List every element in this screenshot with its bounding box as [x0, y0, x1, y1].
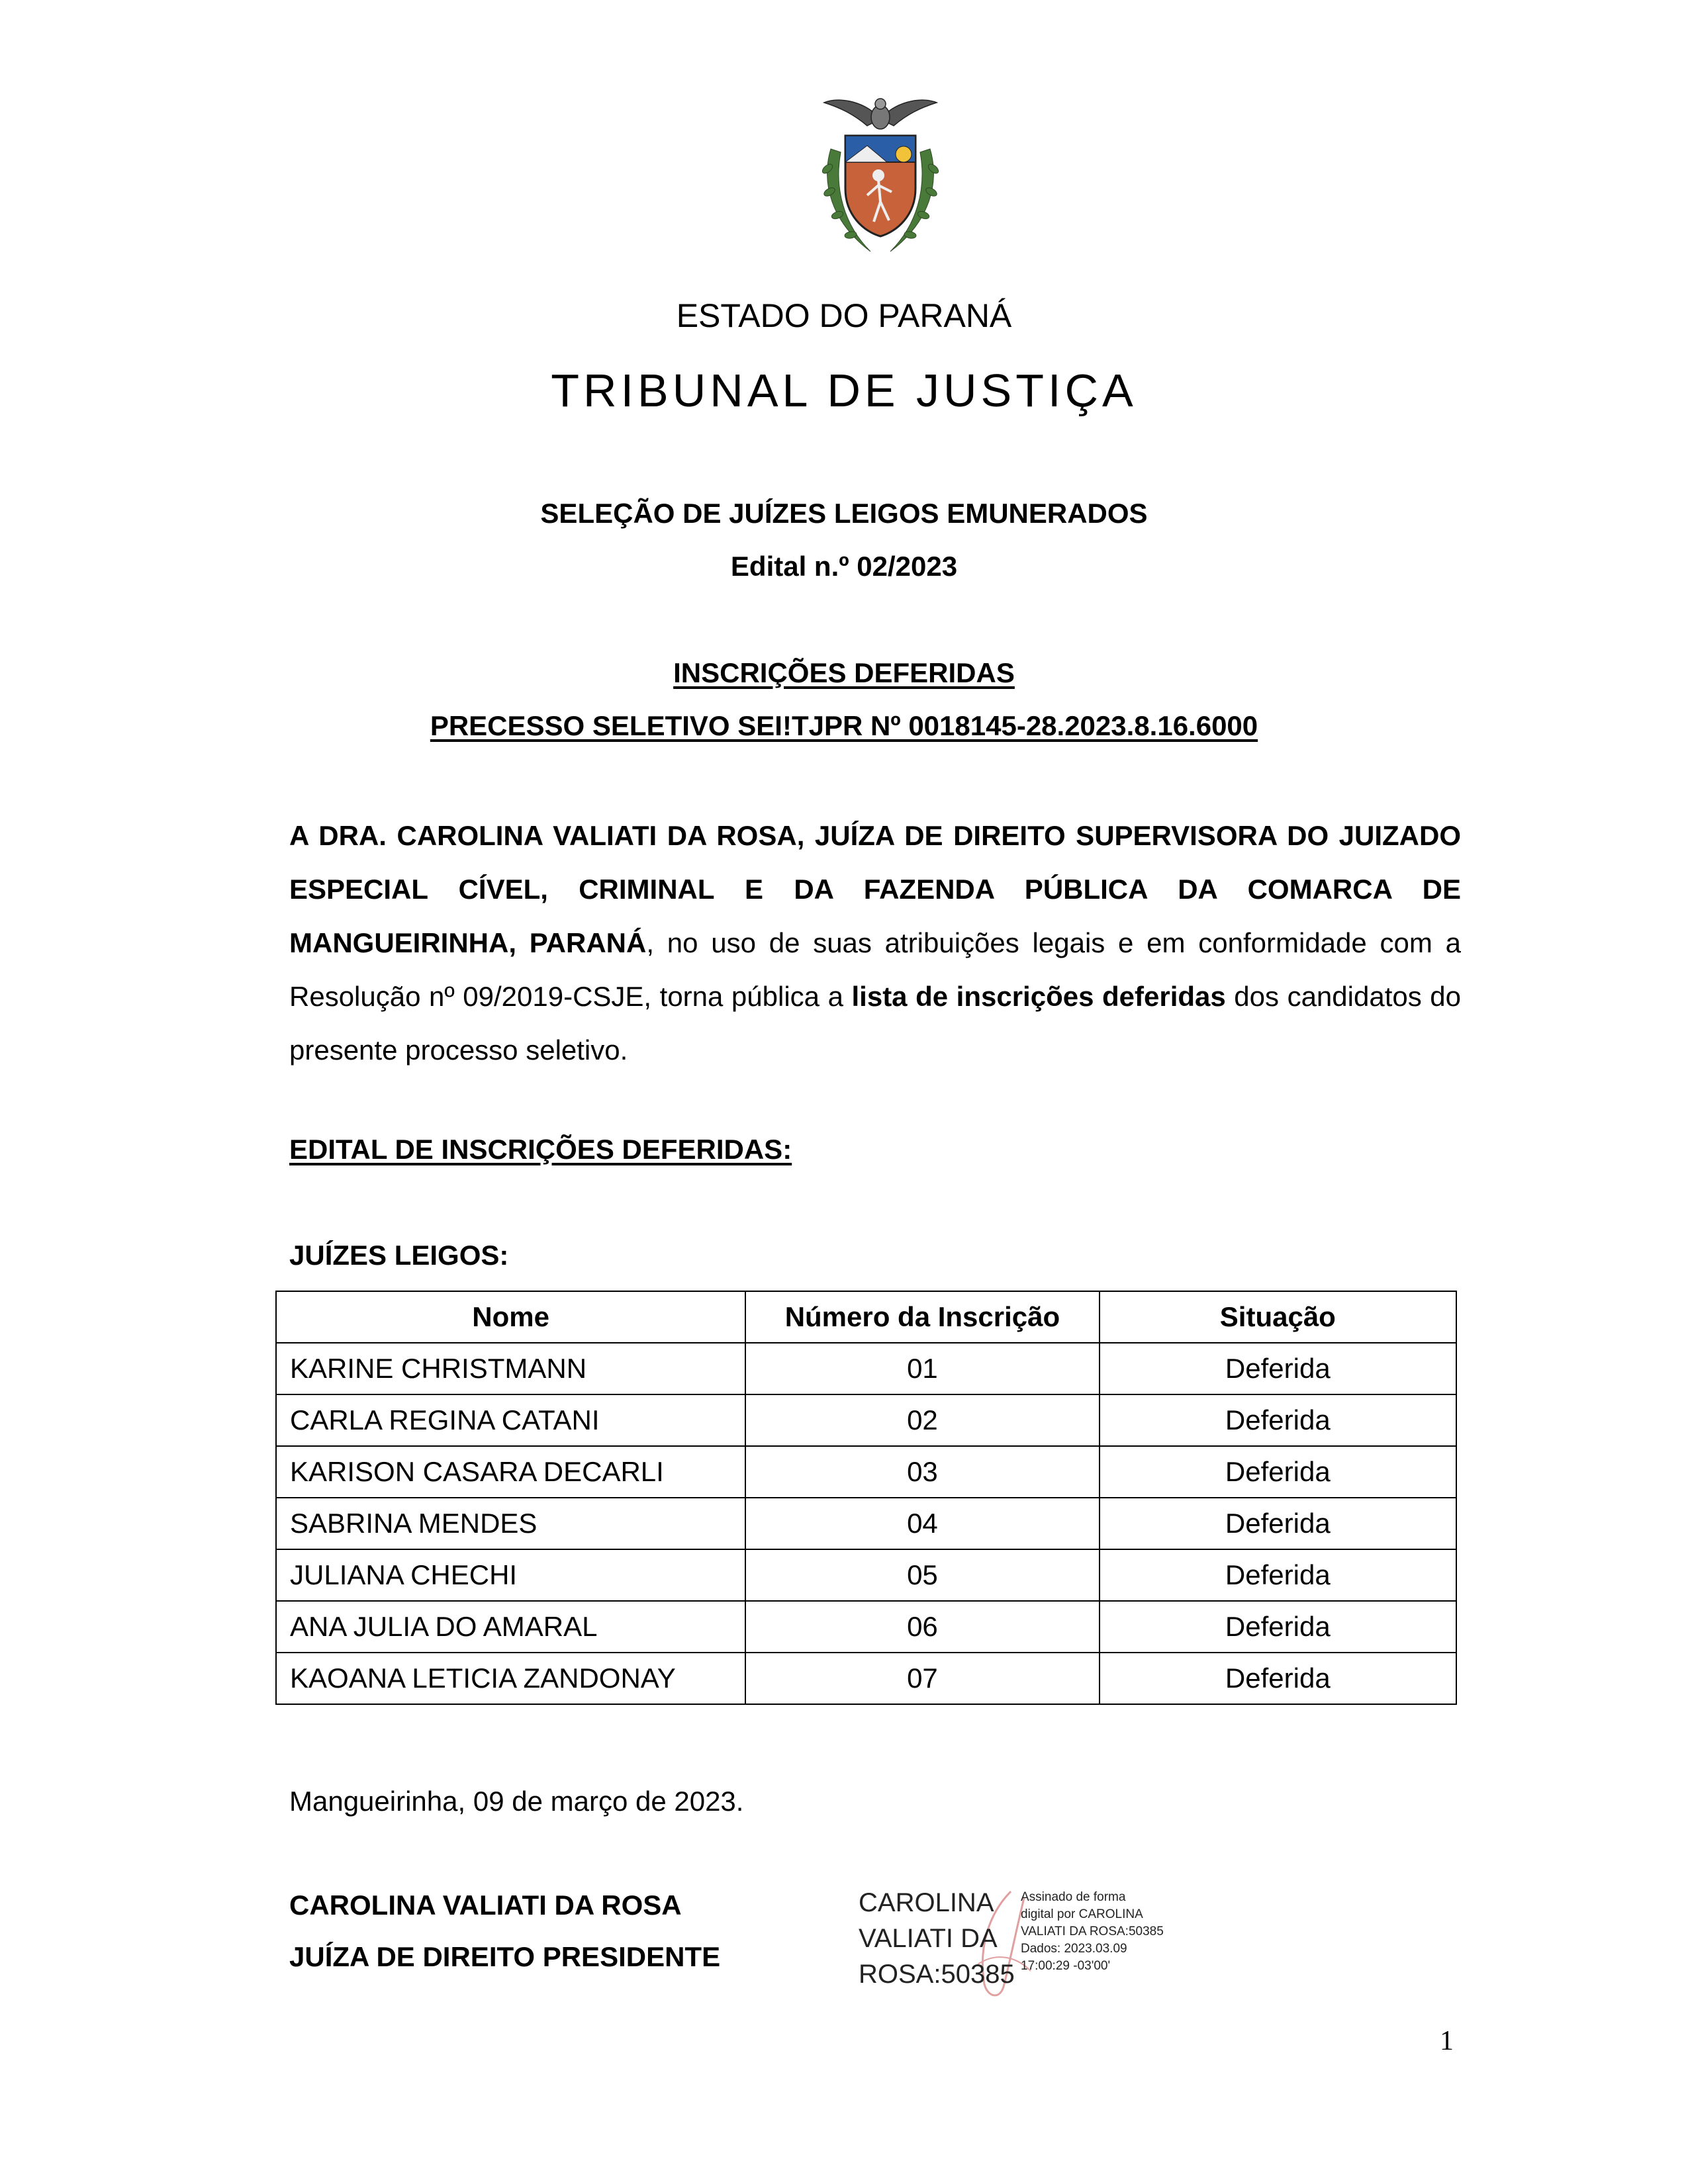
candidates-table	[275, 1291, 1457, 1705]
digital-signature-line: CAROLINA	[859, 1888, 994, 1917]
digital-signature-line: VALIATI DA	[859, 1924, 998, 1953]
column-header-name: Nome	[276, 1291, 745, 1343]
table-header-row	[276, 1291, 1456, 1343]
digital-signature-detail: Dados: 2023.03.09	[1021, 1942, 1127, 1956]
digital-signature-detail: Assinado de forma	[1021, 1890, 1126, 1904]
page-number: 1	[1440, 2026, 1454, 2056]
candidate-number: 07	[745, 1653, 1099, 1704]
process-title-text: PRECESSO SELETIVO SEI!TJPR Nº 0018145-28.2023.8.16.6000	[430, 710, 1258, 741]
edital-number: Edital n.º 02/2023	[730, 551, 958, 582]
digital-signature-name	[859, 1885, 1015, 1992]
candidate-number: 04	[745, 1498, 1099, 1549]
signatory-role: JUÍZA DE DIREITO PRESIDENTE	[289, 1941, 721, 1972]
body-bold-list: lista de inscrições deferidas	[851, 981, 1226, 1012]
body-paragraph	[289, 809, 1461, 1077]
table-row	[276, 1601, 1456, 1653]
candidate-status: Deferida	[1100, 1394, 1456, 1446]
candidate-name: SABRINA MENDES	[276, 1498, 745, 1549]
date-line: Mangueirinha, 09 de março de 2023.	[289, 1786, 744, 1817]
candidate-status: Deferida	[1100, 1601, 1456, 1653]
candidate-status: Deferida	[1100, 1653, 1456, 1704]
digital-signature-detail: VALIATI DA ROSA:50385	[1021, 1925, 1164, 1938]
column-header-number: Número da Inscrição	[745, 1291, 1099, 1343]
parana-coat-of-arms-icon	[804, 89, 957, 261]
body-text-end: dos candidatos do presente processo seletivo.	[289, 981, 1461, 1066]
candidate-status: Deferida	[1100, 1343, 1456, 1394]
candidate-number: 02	[745, 1394, 1099, 1446]
candidate-name: KARISON CASARA DECARLI	[276, 1446, 745, 1498]
selection-title: SELEÇÃO DE JUÍZES LEIGOS EMUNERADOS	[540, 498, 1148, 529]
candidate-name: ANA JULIA DO AMARAL	[276, 1601, 745, 1653]
table-row	[276, 1549, 1456, 1601]
inscricoes-title	[0, 657, 1688, 689]
table-row	[276, 1653, 1456, 1704]
candidate-number: 05	[745, 1549, 1099, 1601]
table-row	[276, 1498, 1456, 1549]
table-row	[276, 1446, 1456, 1498]
candidate-name: KARINE CHRISTMANN	[276, 1343, 745, 1394]
body-text-mid: , no uso de suas atribuições legais e em conformidade com a Resolução nº 09/2019-CSJE, torna pública a	[289, 927, 1461, 1012]
court-heading: TRIBUNAL DE JUSTIÇA	[551, 365, 1137, 416]
candidate-name: JULIANA CHECHI	[276, 1549, 745, 1601]
candidate-number: 03	[745, 1446, 1099, 1498]
candidate-status: Deferida	[1100, 1446, 1456, 1498]
inscricoes-title-text: INSCRIÇÕES DEFERIDAS	[673, 657, 1015, 688]
candidate-status: Deferida	[1100, 1498, 1456, 1549]
column-header-status: Situação	[1100, 1291, 1456, 1343]
candidate-number: 06	[745, 1601, 1099, 1653]
digital-signature-block	[859, 1885, 1203, 2004]
state-heading: ESTADO DO PARANÁ	[676, 297, 1012, 334]
section-heading: EDITAL DE INSCRIÇÕES DEFERIDAS:	[289, 1134, 792, 1165]
table-row	[276, 1343, 1456, 1394]
digital-signature-detail: digital por CAROLINA	[1021, 1907, 1143, 1921]
candidate-name: CARLA REGINA CATANI	[276, 1394, 745, 1446]
digital-signature-details	[1021, 1889, 1164, 1975]
signatory-name: CAROLINA VALIATI DA ROSA	[289, 1889, 682, 1921]
candidate-name: KAOANA LETICIA ZANDONAY	[276, 1653, 745, 1704]
digital-signature-line: ROSA:50385	[859, 1960, 1015, 1989]
digital-signature-detail: 17:00:29 -03'00'	[1021, 1959, 1111, 1973]
table-row	[276, 1394, 1456, 1446]
process-title	[0, 710, 1688, 742]
subsection-heading: JUÍZES LEIGOS:	[289, 1240, 509, 1271]
body-bold-intro: A DRA. CAROLINA VALIATI DA ROSA, JUÍZA DE DIREITO SUPERVISORA DO JUIZADO ESPECIAL CÍVEL, CRIMINAL E DA FAZENDA PÚBLICA DA COMARCA DE MANGUEIRINHA, PARANÁ	[289, 820, 1461, 958]
candidate-status: Deferida	[1100, 1549, 1456, 1601]
candidate-number: 01	[745, 1343, 1099, 1394]
